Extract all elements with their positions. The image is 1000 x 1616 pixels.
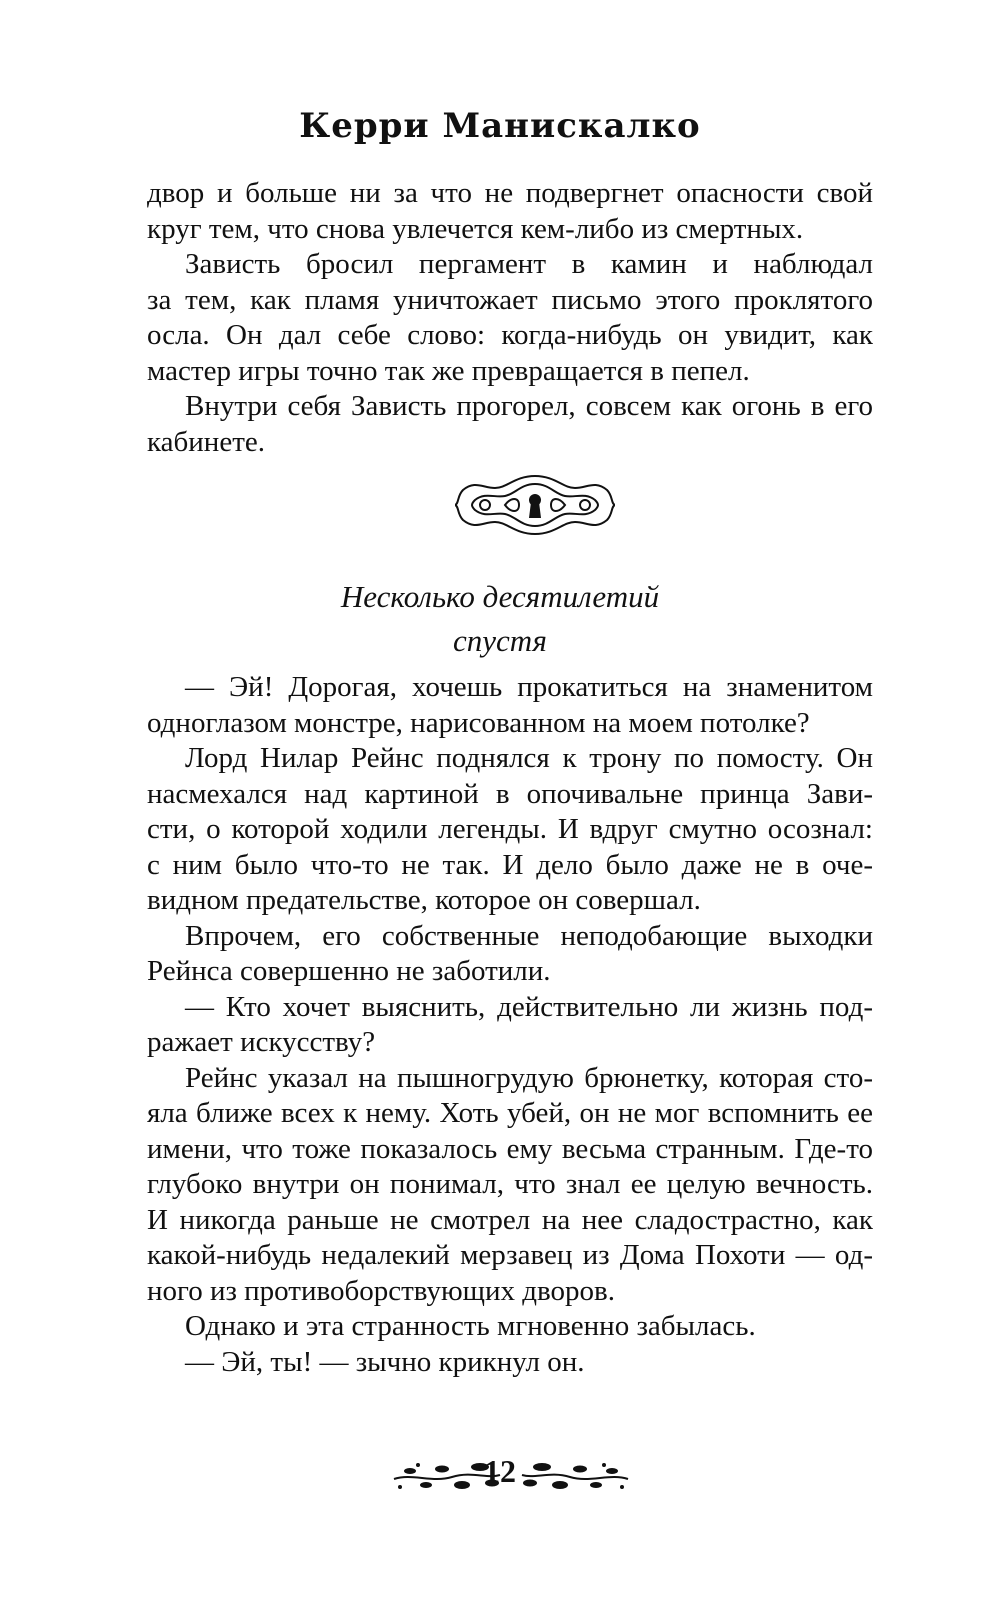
text-line: насмехался над картиной в опочивальне принца Зави-: [147, 777, 873, 810]
text-line: Внутри себя Зависть прогорел, совсем как огонь в его: [185, 390, 873, 422]
text-line: ного из противоборствующих дворов.: [147, 1274, 615, 1307]
text-line: — Эй! Дорогая, хочешь прокатиться на знаменитом: [185, 671, 873, 703]
text-line: — Эй, ты! — зычно крикнул он.: [185, 1345, 585, 1378]
running-header-author: Керри Манискалко: [299, 106, 701, 146]
text-block-2: [147, 670, 873, 1380]
text-line: видном предательстве, которое он совершал.: [147, 884, 701, 916]
text-line: яла ближе всех к нему. Хоть убей, он не мог вспомнить ее: [147, 1097, 873, 1129]
text-line: Зависть бросил пергамент в камин и наблюдал: [185, 248, 873, 280]
text-line: осла. Он дал себе слово: когда-нибудь он увидит, как: [147, 319, 873, 351]
text-block-1: [147, 176, 873, 460]
text-line: кабинете.: [147, 425, 265, 458]
text-line: одноглазом монстре, нарисованном на моем потолке?: [147, 706, 810, 739]
page-footer: [0, 1445, 1000, 1505]
section-title-line-1: Несколько десятилетий: [340, 579, 660, 614]
text-line: круг тем, что снова увлечется кем-либо из смертных.: [147, 212, 804, 245]
right-vine-ornament-icon: [520, 1457, 630, 1497]
text-line: имени, что тоже показалось ему весьма странным. Где-то: [147, 1132, 873, 1165]
text-line: — Кто хочет выяснить, действительно ли жизнь под-: [185, 990, 873, 1023]
text-line: какой-нибудь недалекий мерзавец из Дома Похоти — од-: [147, 1239, 873, 1271]
text-line: Рейнс указал на пышногрудую брюнетку, которая сто-: [185, 1061, 873, 1094]
text-line: ражает искусству?: [147, 1026, 376, 1058]
text-line: с ним было что-то не так. И дело было даже не в оче-: [147, 848, 873, 881]
text-line: Рейнса совершенно не заботили.: [147, 955, 551, 987]
text-line: И никогда раньше не смотрел на нее сладострастно, как: [147, 1203, 873, 1236]
text-line: Однако и эта странность мгновенно забылась.: [185, 1310, 756, 1342]
text-line: сти, о которой ходили легенды. И вдруг смутно осознал:: [147, 813, 873, 845]
text-line: за тем, как пламя уничтожает письмо этого проклятого: [147, 283, 873, 316]
text-line: мастер игры точно так же превращается в пепел.: [147, 354, 750, 387]
keyhole-ornament-icon: [455, 470, 615, 540]
section-title: [0, 575, 1000, 663]
text-line: Впрочем, его собственные неподобающие выходки: [185, 919, 873, 952]
section-title-line-2: спустя: [453, 623, 547, 658]
text-line: Лорд Нилар Рейнс поднялся к трону по помосту. Он: [185, 742, 873, 774]
text-line: глубоко внутри он понимал, что знал ее целую вечность.: [147, 1168, 873, 1200]
page-number: 12: [484, 1453, 516, 1489]
text-line: двор и больше ни за что не подвергнет опасности свой: [147, 177, 873, 209]
